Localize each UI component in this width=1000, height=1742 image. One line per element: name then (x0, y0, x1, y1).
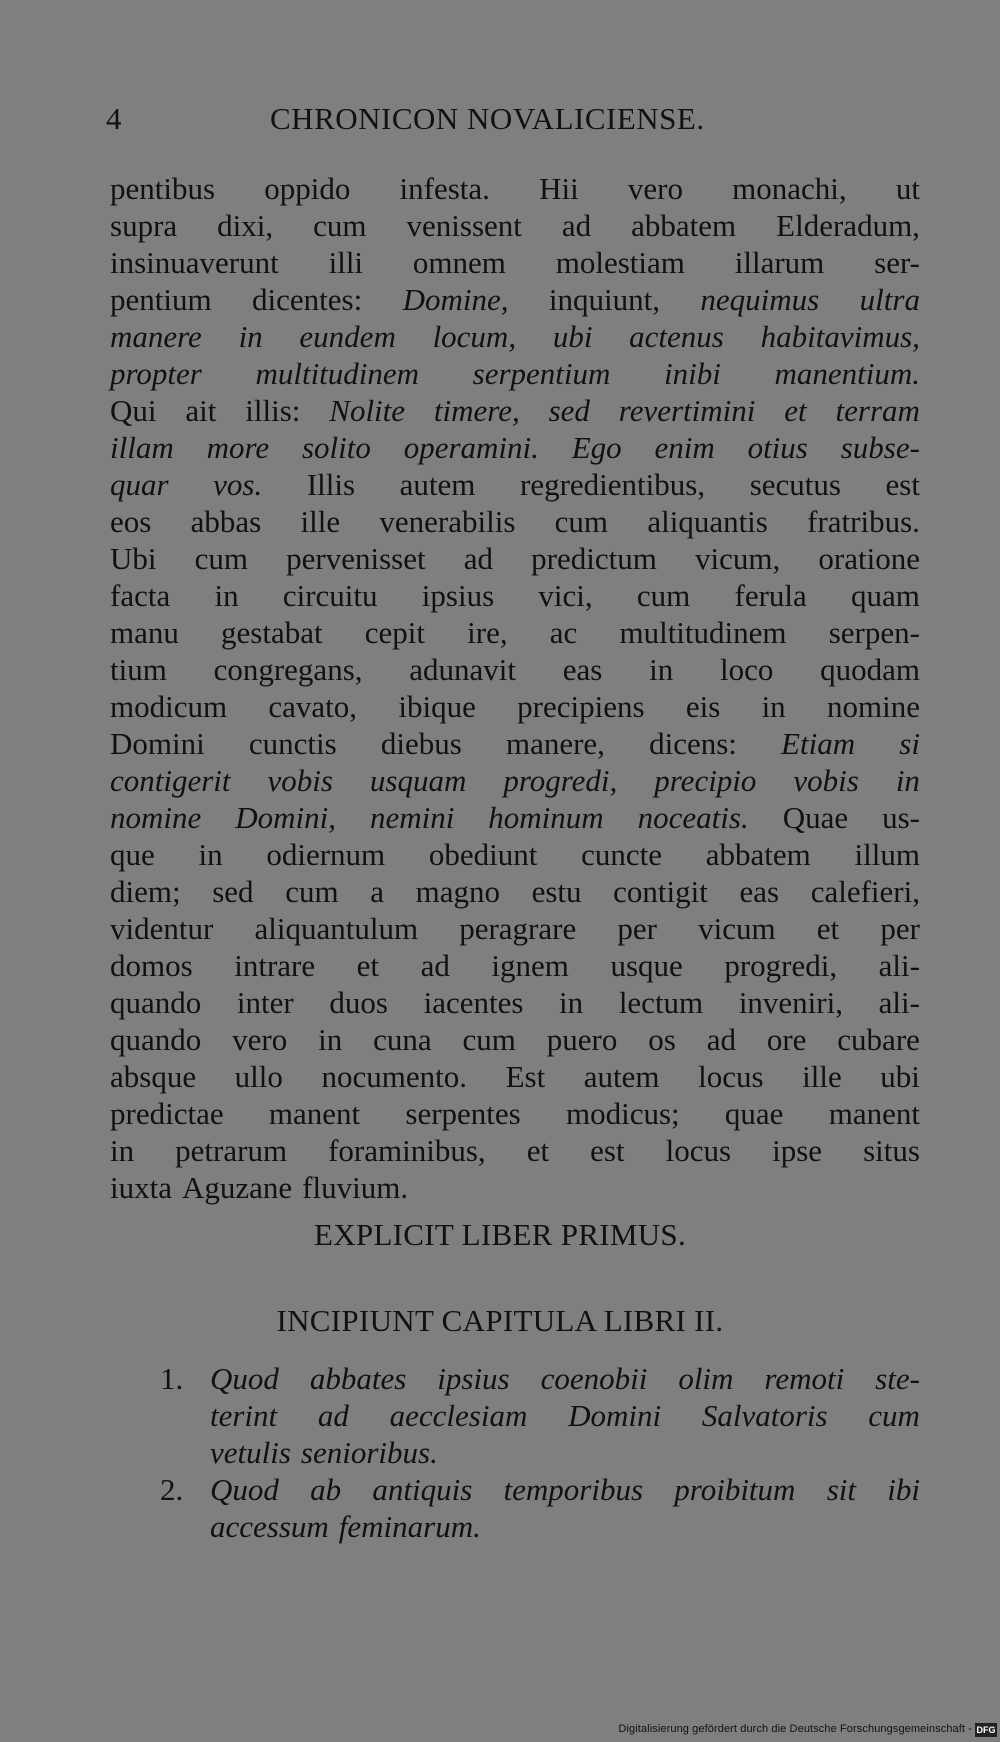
word: lectum (618, 985, 704, 1020)
page-header (106, 98, 766, 140)
text-line (110, 503, 920, 540)
word: more (206, 430, 270, 465)
word: ad (463, 541, 494, 576)
word: ad (420, 948, 450, 983)
word: multitudinem (255, 356, 420, 391)
word: ultra (859, 282, 920, 317)
word: vos. (213, 467, 263, 502)
word: quar (110, 467, 169, 502)
word: vici, (538, 578, 593, 613)
word: et (816, 911, 840, 946)
word: subse- (840, 430, 920, 465)
word: precipiens (517, 689, 645, 724)
word: quando (110, 1022, 202, 1057)
word: ipsius (437, 1361, 510, 1396)
word: Ego (571, 430, 622, 465)
word: cuna (373, 1022, 432, 1057)
chapters-heading: INCIPIUNT CAPITULA LIBRI II. (276, 1303, 724, 1338)
word: serpentes (405, 1096, 521, 1131)
word: inter (236, 985, 294, 1020)
text-line (110, 429, 920, 466)
word: pentium (110, 282, 212, 317)
word: ali- (878, 948, 920, 983)
text-line (110, 577, 920, 614)
word: Aguzane (182, 1170, 293, 1205)
text-line (210, 1471, 920, 1508)
word: et (526, 1133, 550, 1168)
word: nomine (826, 689, 920, 724)
word: in (559, 985, 584, 1020)
text-line (110, 947, 920, 984)
text-line (110, 392, 920, 429)
text-line (110, 651, 920, 688)
word: abbates (309, 1361, 407, 1396)
chapter-item (160, 1360, 920, 1471)
text-line (110, 984, 920, 1021)
text-line (210, 1434, 920, 1471)
word: Est (505, 1059, 546, 1094)
word: remoti (764, 1361, 845, 1396)
word: actenus (629, 319, 724, 354)
word: inveniri, (738, 985, 843, 1020)
word: peragrare (459, 911, 577, 946)
word: est (885, 467, 920, 502)
word: ait (185, 393, 217, 428)
word: fratribus. (807, 504, 920, 539)
word: puero (546, 1022, 618, 1057)
word: infesta. (399, 171, 490, 206)
word: autem (583, 1059, 660, 1094)
word: ipse (772, 1133, 823, 1168)
word: ubi (552, 319, 593, 354)
word: dicentes: (252, 282, 363, 317)
word: usque (610, 948, 683, 983)
word: quam (851, 578, 920, 613)
word: manere, (505, 726, 605, 761)
word: dicens: (649, 726, 737, 761)
word: cepit (364, 615, 426, 650)
word: progredi, (724, 948, 838, 983)
text-line (110, 207, 920, 244)
word: sed (548, 393, 590, 428)
text-line (110, 244, 920, 281)
text-line (110, 1021, 920, 1058)
word: circuitu (282, 578, 378, 613)
word: Salvatoris (701, 1398, 828, 1433)
word: venerabilis (379, 504, 516, 539)
word: feminarum. (338, 1509, 481, 1544)
word: cum (285, 874, 339, 909)
word: terint (210, 1398, 278, 1433)
word: dixi, (217, 208, 274, 243)
word: videntur (110, 911, 214, 946)
word: domos (110, 948, 193, 983)
word: Quae (782, 800, 849, 835)
word: ferula (734, 578, 807, 613)
digitization-credit: Digitalisierung gefördert durch die Deutsche Forschungsgemeinschaft - (618, 1723, 972, 1735)
word: eos (110, 504, 152, 539)
text-line (110, 281, 920, 318)
word: autem (399, 467, 476, 502)
word: temporibus (503, 1472, 644, 1507)
text-line (110, 355, 920, 392)
chapter-list (160, 1360, 920, 1545)
word: us- (882, 800, 920, 835)
word: aliquantis (647, 504, 768, 539)
text-line (110, 1058, 920, 1095)
word: cunctis (248, 726, 337, 761)
word: modicus; (565, 1096, 680, 1131)
word: predictum (531, 541, 657, 576)
word: accessum (210, 1509, 329, 1544)
word: Quod (210, 1472, 279, 1507)
word: operamini. (403, 430, 539, 465)
word: precipio (654, 763, 757, 798)
word: intrare (234, 948, 316, 983)
word: monachi, (732, 171, 847, 206)
word: terram (835, 393, 920, 428)
word: revertimini (618, 393, 756, 428)
text-line (110, 170, 920, 207)
word: in (238, 319, 263, 354)
word: otius (747, 430, 808, 465)
text-line (110, 836, 920, 873)
text-line (110, 466, 920, 503)
word: oratione (818, 541, 920, 576)
text-line (110, 614, 920, 651)
word: iuxta (110, 1170, 172, 1205)
word: eis (685, 689, 721, 724)
word: in (761, 689, 786, 724)
word: per (617, 911, 657, 946)
text-line (210, 1397, 920, 1434)
word: ibique (398, 689, 476, 724)
word: vicum (698, 911, 776, 946)
word: nequimus (700, 282, 820, 317)
word: ad (561, 208, 592, 243)
word: omnem (412, 245, 506, 280)
word: cuncte (581, 837, 663, 872)
word: gestabat (221, 615, 323, 650)
word: obediunt (428, 837, 538, 872)
word: in (110, 1133, 135, 1168)
word: ille (802, 1059, 842, 1094)
text-line (110, 762, 920, 799)
word: noceatis. (637, 800, 749, 835)
chapter-number: 1. (160, 1361, 184, 1396)
word: et (784, 393, 807, 428)
word: ille (300, 504, 341, 539)
text-line (210, 1360, 920, 1397)
word: vobis (793, 763, 859, 798)
word: eas (739, 874, 780, 909)
word: proibitum (674, 1472, 796, 1507)
word: Nolite (329, 393, 406, 428)
word: venissent (406, 208, 522, 243)
word: sit (826, 1472, 856, 1507)
word: illi (328, 245, 364, 280)
word: secutus (749, 467, 841, 502)
word: inibi (664, 356, 721, 391)
word: multitudinem (619, 615, 787, 650)
word: modicum (110, 689, 228, 724)
word: Qui (110, 393, 157, 428)
word: regredientibus, (520, 467, 706, 502)
word: supra (110, 208, 178, 243)
word: eas (562, 652, 603, 687)
word: Illis (306, 467, 356, 502)
word: usquam (369, 763, 467, 798)
word: locus (665, 1133, 732, 1168)
word: cavato, (268, 689, 358, 724)
text-line (110, 799, 920, 836)
word: magno (415, 874, 500, 909)
word: Hii (539, 171, 579, 206)
word: Quod (210, 1361, 279, 1396)
word: Domini (568, 1398, 662, 1433)
word: insinuaverunt (110, 245, 279, 280)
word: illum (854, 837, 920, 872)
word: petrarum (175, 1133, 288, 1168)
chapter-title (210, 1471, 920, 1545)
text-line (110, 540, 920, 577)
word: Domini, (235, 800, 336, 835)
word: situs (863, 1133, 920, 1168)
word: manent (268, 1096, 361, 1131)
word: in (198, 837, 223, 872)
word: serpen- (828, 615, 920, 650)
word: Ubi (110, 541, 157, 576)
word: senioribus. (300, 1435, 438, 1470)
word: diebus (380, 726, 462, 761)
word: ste- (875, 1361, 920, 1396)
chapter-item (160, 1471, 920, 1545)
word: habitavimus, (760, 319, 920, 354)
text-line (210, 1508, 920, 1545)
word: vero (232, 1022, 288, 1057)
word: cum (868, 1398, 920, 1433)
word: in (214, 578, 239, 613)
text-line (110, 1169, 920, 1206)
word: predictae (110, 1096, 224, 1131)
page-number: 4 (106, 101, 122, 136)
text-line (110, 688, 920, 725)
word: cum (554, 504, 609, 539)
word: Etiam (781, 726, 856, 761)
word: contigerit (110, 763, 231, 798)
word: si (899, 726, 920, 761)
word: pentibus (110, 171, 216, 206)
word: loco (719, 652, 774, 687)
word: in (649, 652, 674, 687)
word: odiernum (266, 837, 386, 872)
text-line (110, 1095, 920, 1132)
word: molestiam (555, 245, 685, 280)
word: que (110, 837, 155, 872)
dfg-logo: DFG (976, 1725, 996, 1735)
word: ignem (491, 948, 569, 983)
word: coenobii (540, 1361, 648, 1396)
word: quae (724, 1096, 784, 1131)
word: ad (706, 1022, 736, 1057)
word: quodam (820, 652, 920, 687)
word: abbatem (631, 208, 737, 243)
word: est (590, 1133, 625, 1168)
word: a (370, 874, 384, 909)
word: tium (110, 652, 167, 687)
word: locum, (432, 319, 517, 354)
word: os (648, 1022, 676, 1057)
word: cum (313, 208, 367, 243)
word: vetulis (210, 1435, 291, 1470)
word: illis: (245, 393, 301, 428)
word: ubi (880, 1059, 920, 1094)
word: nocumento. (321, 1059, 467, 1094)
text-line (110, 910, 920, 947)
text-line (110, 725, 920, 762)
word: cum (462, 1022, 516, 1057)
word: hominum (488, 800, 604, 835)
body-text (110, 170, 920, 1206)
word: illarum (734, 245, 825, 280)
word: per (880, 911, 920, 946)
word: nomine (110, 800, 202, 835)
word: vobis (267, 763, 333, 798)
word: ab (310, 1472, 342, 1507)
word: propter (110, 356, 202, 391)
word: illam (110, 430, 174, 465)
text-line (110, 1132, 920, 1169)
word: ac (549, 615, 578, 650)
word: quando (110, 985, 202, 1020)
word: calefieri, (810, 874, 920, 909)
word: locus (698, 1059, 764, 1094)
word: iacentes (423, 985, 524, 1020)
word: abbatem (705, 837, 811, 872)
word: antiquis (372, 1472, 473, 1507)
word: aliquantulum (254, 911, 419, 946)
word: ire, (467, 615, 508, 650)
word: duos (329, 985, 388, 1020)
word: ibi (887, 1472, 920, 1507)
word: estu (531, 874, 582, 909)
word: ipsius (421, 578, 495, 613)
word: manu (110, 615, 179, 650)
word: pervenisset (286, 541, 426, 576)
word: in (895, 763, 920, 798)
word: solito (301, 430, 371, 465)
word: diem; (110, 874, 181, 909)
word: contigit (613, 874, 708, 909)
word: adunavit (409, 652, 517, 687)
word: manentium. (774, 356, 920, 391)
word: foraminibus, (328, 1133, 486, 1168)
word: ut (895, 171, 920, 206)
chapter-number: 2. (160, 1472, 184, 1507)
word: fluvium. (302, 1170, 409, 1205)
word: ad (317, 1398, 349, 1433)
chapter-title (210, 1360, 920, 1471)
word: ore (766, 1022, 807, 1057)
running-title: CHRONICON NOVALICIENSE. (270, 101, 705, 136)
word: eundem (299, 319, 396, 354)
word: ullo (234, 1059, 283, 1094)
word: et (356, 948, 380, 983)
word: olim (678, 1361, 734, 1396)
word: enim (654, 430, 715, 465)
word: in (318, 1022, 343, 1057)
word: oppido (264, 171, 351, 206)
word: aecclesiam (389, 1398, 528, 1433)
word: inquiunt, (548, 282, 661, 317)
text-line (110, 318, 920, 355)
word: vero (627, 171, 683, 206)
word: abbas (190, 504, 262, 539)
text-line (110, 873, 920, 910)
word: absque (110, 1059, 197, 1094)
word: cum (194, 541, 249, 576)
word: cubare (837, 1022, 920, 1057)
word: Domine, (402, 282, 509, 317)
word: manere (110, 319, 202, 354)
word: manent (828, 1096, 920, 1131)
word: congregans, (213, 652, 363, 687)
word: nemini (369, 800, 455, 835)
word: timere, (433, 393, 520, 428)
word: Domini (110, 726, 205, 761)
word: sed (212, 874, 254, 909)
word: progredi, (503, 763, 618, 798)
word: cum (636, 578, 691, 613)
word: facta (110, 578, 171, 613)
word: vicum, (695, 541, 781, 576)
word: ser- (874, 245, 920, 280)
word: Elderadum, (776, 208, 920, 243)
explicit-heading: EXPLICIT LIBER PRIMUS. (313, 1217, 687, 1252)
word: ali- (878, 985, 920, 1020)
word: serpentium (472, 356, 611, 391)
